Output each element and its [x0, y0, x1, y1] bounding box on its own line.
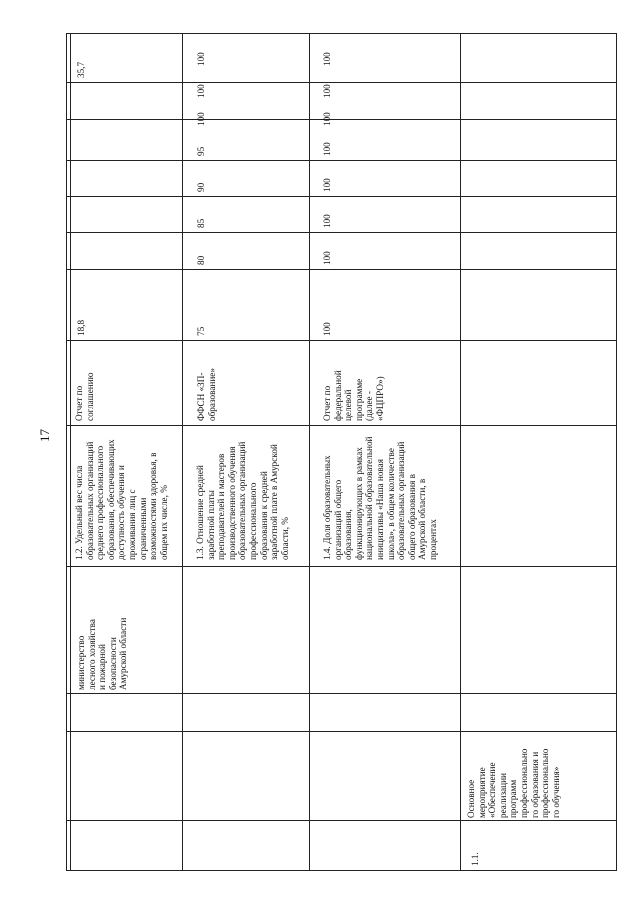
value-base: 75 [196, 326, 206, 336]
value-2018: 100 [322, 112, 332, 126]
value-2017: 95 [196, 146, 206, 156]
source-cell: ФФСН «ЗП- образование» [196, 368, 217, 421]
source-cell: Отчет по федеральной целевой программе (далее - «ФЦПРО») [322, 370, 385, 421]
value-2016: 90 [196, 182, 206, 192]
value-base: 18,8 [76, 319, 86, 336]
value-2020: 100 [322, 52, 332, 66]
value-2018: 100 [196, 112, 206, 126]
indicator-cell: 1.2. Удельный вес числа образовательных организаций среднего профессионального образования, обеспечивающих доступность обучения и проживания лиц с ограниченными возможностями здоровья, в общем их числе, % [74, 439, 169, 560]
source-cell: Отчет по соглашению [74, 372, 95, 421]
value-2020: 100 [196, 52, 206, 66]
value-2014: 100 [322, 251, 332, 265]
value-2015: 100 [322, 214, 332, 228]
value-2016: 100 [322, 178, 332, 192]
indicator-cell: 1.4. Доля образовательных организаций общего образования, функционирующих в рамках национальной образовательной инициативы «Наша новая школа», в общем количестве образовательных организаций общего образования в Амурской области, в процентах [322, 436, 438, 560]
value-base: 100 [322, 322, 332, 336]
page-number: 17 [37, 429, 52, 442]
value-2014: 80 [196, 255, 206, 265]
value-2020: 35,7 [76, 61, 86, 78]
value-2019: 100 [322, 84, 332, 98]
event-title: Основное мероприятие «Обеспечение реализации программ профессионально го образования и профессионально го обучения» [466, 748, 561, 818]
indicator-cell: 1.3. Отношение средней заработной платы преподавателей и мастеров производственного обучения образовательных организаций профессионального образования к средней заработной плате в Амурской области, % [195, 441, 290, 560]
value-2019: 100 [196, 84, 206, 98]
value-2015: 85 [196, 218, 206, 228]
responsible-org-cell: министерство лесного хозяйства и пожарной безопасности Амурской области [76, 617, 129, 690]
value-2017: 100 [322, 142, 332, 156]
event-number: 1.1. [470, 852, 480, 866]
